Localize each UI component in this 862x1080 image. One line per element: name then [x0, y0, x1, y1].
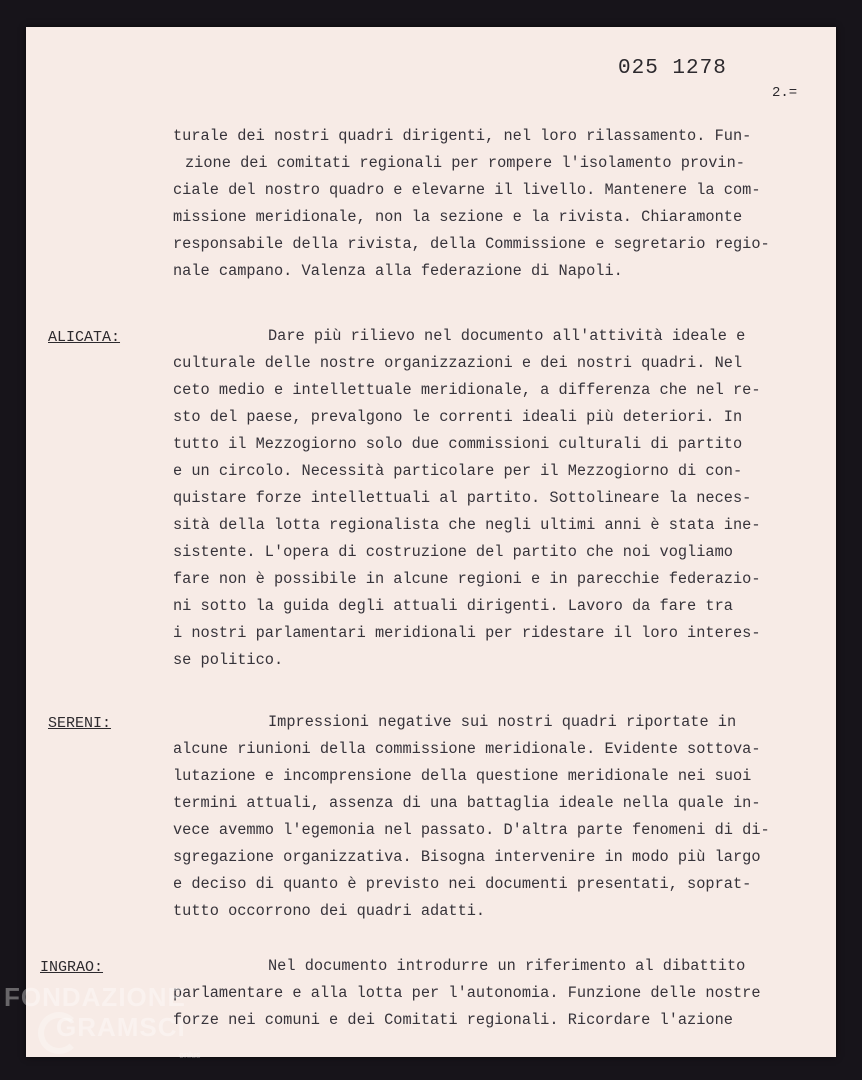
- fondazione-gramsci-watermark-logo: [4, 982, 201, 1060]
- text-line: se politico.: [173, 651, 284, 669]
- speaker-label: ALICATA:: [48, 329, 121, 346]
- speaker-label: SERENI:: [48, 715, 112, 732]
- text-line: Nel documento introdurre un riferimento al dibattito: [268, 957, 746, 975]
- text-line: missione meridionale, non la sezione e la rivista. Chiaramonte: [173, 208, 743, 226]
- text-line: sgregazione organizzativa. Bisogna intervenire in modo più largo: [173, 848, 761, 866]
- text-line: sità della lotta regionalista che negli ultimi anni è stata ine-: [173, 516, 761, 534]
- text-line: alcune riunioni della commissione meridionale. Evidente sottova-: [173, 740, 761, 758]
- text-line: culturale delle nostre organizzazioni e dei nostri quadri. Nel: [173, 354, 743, 372]
- text-line: sto del paese, prevalgono le correnti ideali più deteriori. In: [173, 408, 743, 426]
- text-line: lutazione e incomprensione della questione meridionale nei suoi: [173, 767, 752, 785]
- text-line: nale campano. Valenza alla federazione di Napoli.: [173, 262, 623, 280]
- document-number: 025 1278: [618, 57, 727, 80]
- text-line: tutto occorrono dei quadri adatti.: [173, 902, 486, 920]
- page-number: 2.=: [772, 85, 798, 101]
- watermark-line1: FONDAZIONE: [4, 982, 186, 1012]
- text-line: e deciso di quanto è previsto nei documenti presentati, soprat-: [173, 875, 752, 893]
- text-line: tutto il Mezzogiorno solo due commissioni culturali di partito: [173, 435, 743, 453]
- text-line: responsabile della rivista, della Commissione e segretario regio-: [173, 235, 770, 253]
- text-line: e un circolo. Necessità particolare per il Mezzogiorno di con-: [173, 462, 743, 480]
- text-line: termini attuali, assenza di una battaglia ideale nella quale in-: [173, 794, 761, 812]
- text-line: vece avemmo l'egemonia nel passato. D'altra parte fenomeni di di-: [173, 821, 770, 839]
- text-line: Dare più rilievo nel documento all'attività ideale e: [268, 327, 746, 345]
- text-line: quistare forze intellettuali al partito. Sottolineare la neces-: [173, 489, 752, 507]
- text-line: ceto medio e intellettuale meridionale, a differenza che nel re-: [173, 381, 761, 399]
- watermark-line3: onlus: [179, 1050, 201, 1060]
- watermark-line2: GRAMSCI: [56, 1012, 186, 1042]
- text-line: ni sotto la guida degli attuali dirigenti. Lavoro da fare tra: [173, 597, 733, 615]
- text-line: parlamentare e alla lotta per l'autonomia. Funzione delle nostre: [173, 984, 761, 1002]
- text-line: sistente. L'opera di costruzione del partito che noi vogliamo: [173, 543, 733, 561]
- text-line: Impressioni negative sui nostri quadri riportate in: [268, 713, 737, 731]
- text-line: i nostri parlamentari meridionali per ridestare il loro interes-: [173, 624, 761, 642]
- text-line: forze nei comuni e dei Comitati regionali. Ricordare l'azione: [173, 1011, 733, 1029]
- text-line: zione dei comitati regionali per rompere l'isolamento provin-: [185, 154, 745, 172]
- text-line: ciale del nostro quadro e elevarne il livello. Mantenere la com-: [173, 181, 761, 199]
- speaker-label: INGRAO:: [40, 959, 104, 976]
- text-line: fare non è possibile in alcune regioni e in parecchie federazio-: [173, 570, 761, 588]
- document-page: [26, 27, 836, 1057]
- text-line: turale dei nostri quadri dirigenti, nel loro rilassamento. Fun-: [173, 127, 752, 145]
